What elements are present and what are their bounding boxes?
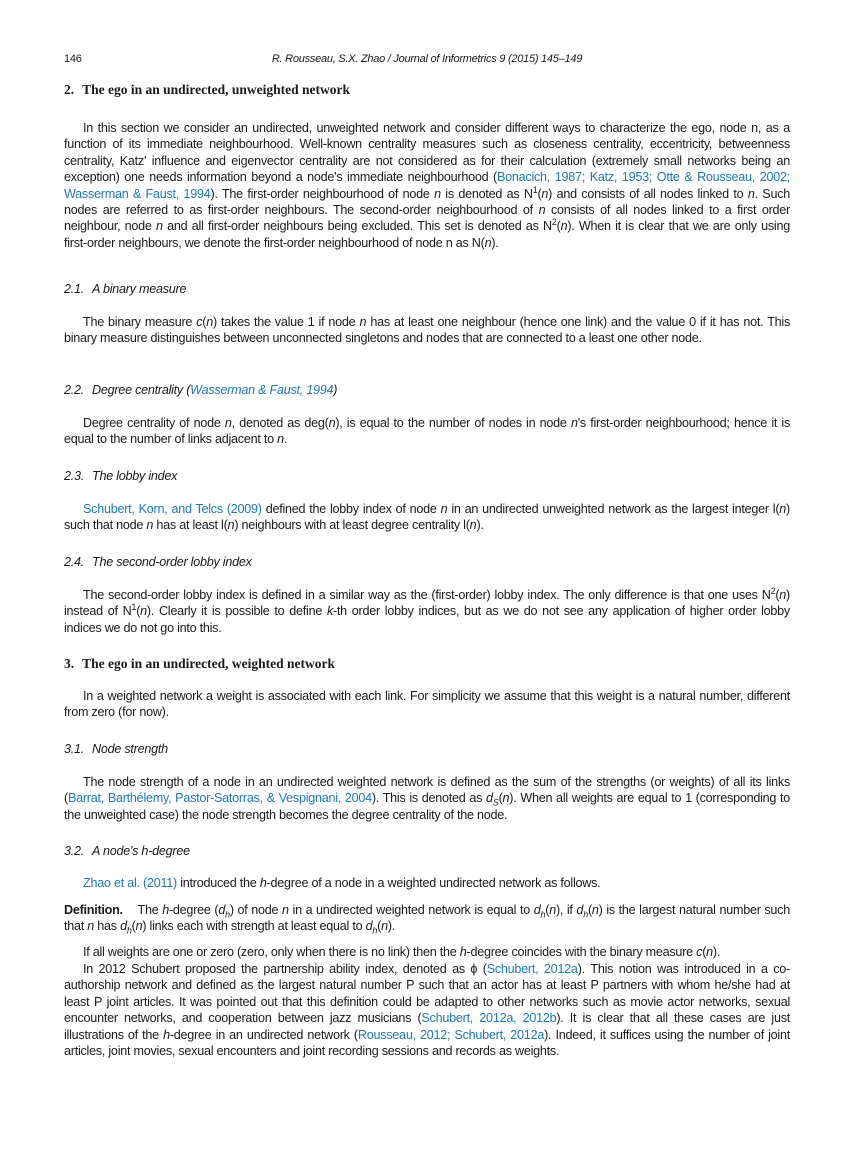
text-run: ) (333, 383, 338, 397)
math-variable: n (570, 416, 578, 430)
text-run: The ego in an undirected, weighted network (82, 656, 336, 671)
bold-label: Definition. (64, 903, 123, 917)
citation-link[interactable]: Schubert, 2012a (486, 962, 578, 976)
math-variable: n (224, 416, 232, 430)
text-run: . Such nodes are referred to as first-order neighbours. The second-order neighbourhood of (64, 186, 791, 218)
text-run: ( (136, 604, 141, 619)
text-run: ) of node (229, 903, 283, 917)
citation-link[interactable]: Zhao et al. (2011) (83, 876, 177, 890)
math-variable: n (549, 903, 556, 917)
math-variable: h (162, 903, 169, 917)
text-run: Degree centrality ( (92, 383, 191, 397)
paragraph (64, 961, 790, 1059)
math-variable: n (381, 919, 388, 934)
paragraph (64, 587, 790, 636)
text-run: ) such that node (64, 502, 790, 533)
text-run: The lobby index (92, 469, 178, 483)
math-variable: n (328, 416, 336, 430)
text-run: consists of all nodes linked to a first order neighbour, node (64, 203, 790, 234)
text-run: is denoted as N (440, 186, 533, 201)
text (82, 82, 350, 97)
text (92, 742, 168, 756)
subsection-heading-3-1 (64, 741, 790, 757)
math-variable: d (120, 919, 127, 934)
paragraph (64, 314, 790, 347)
text-run: ). (476, 518, 484, 533)
text-run: ( (587, 903, 592, 917)
math-variable: n (434, 186, 441, 201)
text-run: In a weighted network a weight is associated with each link. For simplicity we assume that this weight is a natural number, different from zero (for now). (64, 689, 790, 720)
text-run: Degree centrality of node (83, 416, 225, 430)
subscript: S (492, 797, 499, 808)
text-run: ( (202, 315, 207, 329)
text-run: The second-order lobby index (92, 555, 252, 569)
math-variable: n (359, 315, 367, 329)
math-variable: n (779, 588, 787, 602)
math-variable: n (227, 518, 235, 533)
text-run: -degree ( (168, 903, 219, 917)
text-run: has (94, 919, 121, 934)
math-variable: n (538, 203, 546, 218)
subsection-heading-2-4 (64, 554, 790, 570)
text-run: ). (491, 235, 499, 250)
math-variable: n (156, 219, 163, 234)
citation-link[interactable]: Rousseau, 2012; Schubert, 2012a (357, 1027, 545, 1042)
math-variable: n (484, 235, 492, 250)
math-variable: n (146, 518, 154, 533)
text-run: -th order lobby indices, but as we do not see any application of higher order lobby indices we do not go into this. (64, 604, 790, 635)
citation-link[interactable]: Bonacich, 1987; Katz, 1953; Otte & Rousseau, 2002; Wasserman & Faust, 1994 (64, 170, 790, 201)
text-run: ) neighbours with at least degree centrality l( (234, 518, 470, 533)
subscript: h (583, 909, 588, 920)
subscript: h (372, 925, 378, 936)
subscript: h (225, 909, 230, 920)
text-run: ), if (555, 903, 577, 917)
citation-link[interactable]: Schubert, Korn, and Telcs (2009) (83, 502, 262, 516)
text-run: -degree (148, 844, 190, 858)
subsection-heading-2-1 (64, 281, 790, 297)
running-title: R. Rousseau, S.X. Zhao / Journal of Informetrics 9 (2015) 145–149 (271, 53, 583, 65)
text-run: . (283, 432, 288, 447)
math-variable: h (141, 844, 149, 858)
text-run: In this section we consider an undirected, unweighted network and consider different ways to characterize the ego, node n, as a function of its immediate neighbourhood. Well-known centrality measures such as closeness centrality, eccentricity, betweenness centrality, Katz' influence and eigenvector centrality are not considered as for their calculation (extremely small networks being an exception) one needs information beyond a node's immediate neighbourhood ( (64, 121, 790, 185)
subsection-heading-2-2 (64, 382, 790, 398)
text-run: 's first-order neighbourhood; hence it is equal to the number of links adjacent to (64, 416, 790, 447)
text-run: defined the lobby index of node (261, 502, 441, 516)
paragraph (64, 774, 790, 823)
text-run: In 2012 Schubert proposed the partnership ability index, denoted as ϕ ( (83, 962, 487, 976)
text-run: ( (537, 186, 542, 201)
text-run: Node strength (92, 742, 168, 756)
math-variable: h (459, 945, 467, 959)
definition (64, 902, 794, 936)
section-number: 2.3. (64, 469, 85, 483)
text-run: The binary measure (83, 315, 197, 329)
math-variable: n (140, 604, 147, 619)
math-variable: d (218, 903, 226, 917)
subsection-heading-2-3 (64, 468, 790, 484)
text-run: and all first-order neighbours being excluded. This set is denoted as N (162, 219, 552, 234)
citation-link[interactable]: Wasserman & Faust, 1994 (190, 383, 334, 397)
section-number: 2.2. (64, 383, 85, 397)
text-run: ( (775, 588, 780, 602)
math-variable: n (135, 919, 143, 934)
text-run: A binary measure (92, 282, 187, 296)
text (92, 282, 186, 296)
text-run: ). When it is clear that we are only using first-order neighbours, we denote the first-order neighbourhood of node n as N( (64, 219, 790, 250)
math-variable: n (440, 502, 448, 516)
math-variable: n (206, 315, 213, 329)
section-number: 2.4. (64, 555, 85, 569)
text-run: ( (556, 219, 561, 234)
superscript: 1 (131, 602, 137, 613)
text-run: If all weights are one or zero (zero, only when there is no link) then the (83, 945, 460, 959)
text-run: has at least l( (153, 518, 228, 533)
text-run: ). This notion was introduced in a co-authorship network and defined as the largest natural number P such that an actor has at least P partners with whom he/she had at least P joint articles. It was pointed out that this definition could be adapted to other networks such as movie actor networks, sexual encounter networks, and cooperation between jazz musicians ( (64, 962, 790, 1026)
text-run: ) and consists of all nodes linked to (548, 186, 748, 201)
section-number: 2.1. (64, 282, 85, 296)
text (92, 469, 177, 483)
text-run: ( (498, 791, 503, 806)
paragraph (64, 415, 790, 448)
section-number: 3. (64, 656, 75, 671)
text-run: ). Indeed, it suffices using the number of joint articles, joint movies, sexual encounters and joint recording sessions and records as weights. (64, 1027, 790, 1059)
subscript: h (540, 909, 546, 920)
text-run: The ego in an undirected, unweighted network (82, 82, 351, 97)
math-variable: h (259, 876, 267, 890)
text-run: in an undirected unweighted network as the largest integer l( (447, 502, 780, 516)
section-heading-3 (64, 656, 790, 672)
superscript: 2 (551, 217, 557, 228)
math-variable: n (591, 903, 599, 917)
text-run: -degree coincides with the binary measure (466, 945, 697, 959)
paragraph (64, 501, 790, 534)
paragraph (64, 688, 790, 721)
math-variable: d (576, 903, 584, 917)
subscript: h (126, 925, 132, 936)
paragraph (64, 120, 790, 251)
math-variable: d (533, 903, 541, 917)
text-run: , denoted as deg( (231, 416, 329, 430)
text-run: ). This is denoted as (371, 791, 487, 806)
math-variable: n (282, 903, 289, 917)
page-number: 146 (64, 53, 82, 65)
text-run: introduced the (176, 876, 260, 890)
math-variable: n (541, 186, 549, 201)
text-run: ). (712, 945, 721, 959)
math-variable: n (706, 945, 713, 959)
text-run: has at least one neighbour (hence one link) and the value 0 if it has not. This binary measure distinguishes between unconnected singletons and nodes that are connected to a least one other node. (64, 315, 790, 346)
math-variable: k (326, 604, 333, 619)
section-number: 3.2. (64, 844, 85, 858)
subsection-heading-3-2 (64, 843, 790, 859)
text (92, 555, 252, 569)
text-run: ). (387, 919, 396, 934)
text-run: ) is the largest natural number such that (64, 903, 794, 934)
section-number: 3.1. (64, 742, 85, 756)
math-variable: n (469, 518, 477, 533)
text-run: ). The first-order neighbourhood of node (210, 186, 435, 201)
text-run: ( (545, 903, 550, 917)
math-variable: n (277, 432, 284, 447)
text-run: The node strength of a node in an undirected weighted network is defined as the sum of the strengths (or weights) of all its links ( (64, 775, 790, 806)
text-run: The second-order lobby index is defined in a similar way as the (first-order) lobby index. The only difference is that one uses N (83, 588, 771, 602)
superscript: 2 (770, 585, 776, 596)
math-variable: c (696, 945, 703, 959)
text (92, 383, 337, 397)
math-variable: n (502, 791, 510, 806)
math-variable: d (365, 919, 373, 934)
math-variable: n (747, 186, 755, 201)
text-run: ( (702, 945, 707, 959)
text (92, 844, 190, 858)
text-run: in a undirected weighted network is equal to (288, 903, 534, 917)
text-run: ). It is clear that all these cases are just illustrations of the (64, 1011, 790, 1042)
section-heading-2 (64, 82, 790, 98)
citation-link[interactable]: Barrat, Barthélemy, Pastor-Satorras, & Vespignani, 2004 (67, 791, 372, 806)
text-run: -degree of a node in a weighted undirected network as follows. (266, 876, 601, 890)
text-run: ) instead of N (64, 588, 790, 619)
superscript: 1 (532, 184, 538, 195)
text (82, 656, 335, 671)
math-variable: c (196, 315, 203, 329)
text-run: ) takes the value 1 if node (213, 315, 360, 329)
paragraph (64, 875, 790, 891)
math-variable: d (486, 791, 493, 806)
text-run: ) links each with strength at least equal to (142, 919, 366, 934)
citation-link[interactable]: Schubert, 2012a, 2012b (421, 1011, 557, 1026)
math-variable: n (87, 919, 95, 934)
section-number: 2. (64, 82, 75, 97)
text-run: ( (377, 919, 382, 934)
math-variable: h (163, 1027, 170, 1042)
text-run: ), is equal to the number of nodes in node (335, 416, 571, 430)
text-run: The (122, 903, 163, 917)
text-run: ( (131, 919, 136, 934)
math-variable: n (779, 502, 787, 516)
text-run: A node's (92, 844, 142, 858)
math-variable: n (560, 219, 568, 234)
text-run: ). Clearly it is possible to define (146, 604, 327, 619)
paragraph (64, 944, 790, 960)
text-run: -degree in an undirected network ( (169, 1027, 358, 1042)
text-run: ). When all weights are equal to 1 (corresponding to the unweighted case) the node strength becomes the degree centrality of the node. (64, 791, 791, 822)
